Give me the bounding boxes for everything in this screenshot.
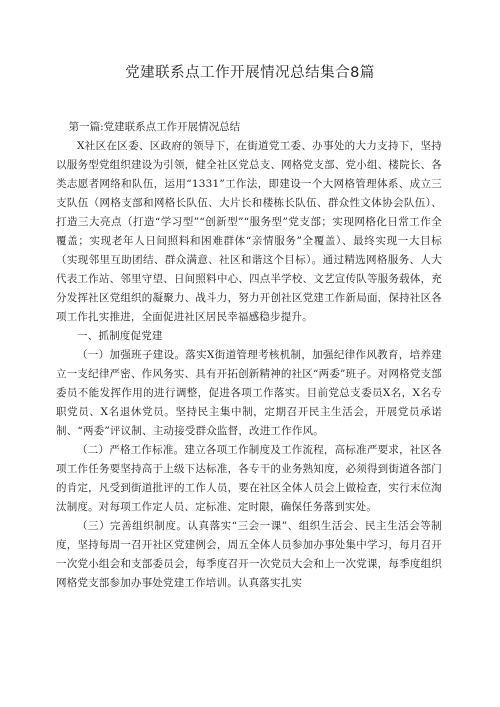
paragraph-team-building: （一）加强班子建设。落实X街道管理考核机制，加强纪律作风教育，培养建立一支纪律严密、作风务实、具有开拓创新精神的社区“两委”班子。对网格党支部委员不能发挥作用的进行调整，促进各项工作落实。目前党总支委员X名，X名专职党员、X名退休党员。坚持民主集中制，定期召开民主生活会，开展党员承诺制、“两委”评议制、主动接受群众监督，改进工作作风。 [56, 349, 442, 437]
heading-part-one: 一、抓制度促党建 [77, 330, 163, 342]
paragraph-work-standards: （二）严格工作标准。建立各项工作制度及工作流程，高标准严要求，社区各项工作任务要坚持高于上级下达标准，各专干的业务熟知度，必须得到街道各部门的肯定，凡受到街道批评的工作人员，要在社区全体人员会上做检查，实行末位淘汰制度。对每项工作定人员、定标准、定时限，确保任务落到实处。 [56, 444, 442, 513]
section-heading: 第一篇:党建联系点工作开展情况总结 [68, 121, 241, 133]
paragraph-intro: X社区在区委、区政府的领导下，在街道党工委、办事处的大力支持下，坚持以服务型党组织建设为引领，健全社区党总支、网格党支部、党小组、楼院长、各类志愿者网络和队伍，运用“1331”工作法，即建设一个大网格管理体系、成立三支队伍（网格支部和网格长队伍、大片长和楼栋长队伍、群众性文体协会队伍）、打造三大亮点（打造“学习型”“创新型”“服务型”党支部；实现网格化日常工作全覆盖；实现老年人日间照料和困难群体“亲情服务”全覆盖）、最终实现一大目标（实现邻里互助团结、群众满意、社区和谐这个目标）。通过精选网格服务、人大代表工作站、邻里守望、日间照料中心、四点半学校、文艺宣传队等服务载体，充分发挥社区党组织的凝聚力、战斗力，努力开创社区党建工作新局面，保持社区各项工作扎实推进，全面促进社区居民幸福感稳步提升。 [56, 140, 442, 323]
document-body [56, 118, 442, 593]
paragraph-organization-system: （三）完善组织制度。认真落实“三会一课”、组织生活会、民主生活会等制度，坚持每周一召开社区党建例会，周五全体人员参加办事处集中学习，每月召开一次党小组会和支部委员会，每季度召开一次党员大会和上一次党课，每季度组织网格党支部参加办事处党建工作培训。认真落实扎实 [56, 520, 442, 589]
document-title: 党建联系点工作开展情况总结集合8篇 [125, 65, 375, 81]
